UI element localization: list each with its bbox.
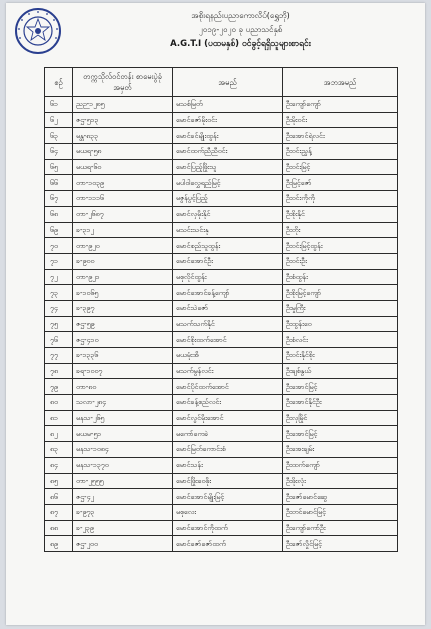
cell-roll-number: ဇဌ-၅၉: [73, 316, 173, 332]
table-row: [45, 238, 398, 254]
cell-serial: ၈၉: [45, 536, 73, 552]
cell-serial: ၈၆: [45, 489, 73, 505]
cell-roll-number: မနသ-၁၃၇၀: [73, 457, 173, 473]
cell-serial: ၈၁: [45, 410, 73, 426]
cell-roll-number: တာ-၉၂၀: [73, 238, 173, 254]
cell-name: မောင်အောင်ကိုထက်: [173, 520, 283, 536]
table-row: [45, 128, 398, 144]
cell-serial: ၇၈: [45, 363, 73, 379]
cell-father-name: ဦးစံလင်း: [283, 332, 398, 348]
header-serial: စဉ်: [45, 68, 73, 97]
table-row: [45, 253, 398, 269]
cell-serial: ၇၂: [45, 269, 73, 285]
cell-father-name: ဦးတင်မောင်မြင့်: [283, 504, 398, 520]
college-title: အစိုးရနည်းပညာကောလိပ်(ရွှေဘို): [191, 11, 290, 20]
cell-father-name: ဦးချစ်နွယ်: [283, 363, 398, 379]
cell-father-name: ဦးကျော်ကျော်: [283, 97, 398, 113]
cell-name: မောင်ဖြိုးဝေဖိုး: [173, 473, 283, 489]
cell-name: မောင်လှမိုးနိုင်: [173, 206, 283, 222]
table-row: [45, 536, 398, 552]
table-row: [45, 206, 398, 222]
cell-father-name: ဦးစိုးမြင့်ကျော်: [283, 285, 398, 301]
table-row: [45, 410, 398, 426]
cell-serial: ၇၁: [45, 253, 73, 269]
table-row: [45, 520, 398, 536]
cell-serial: ၆၉: [45, 222, 73, 238]
table-row: [45, 222, 398, 238]
table-row: [45, 473, 398, 489]
cell-name: မောင်ပိုင်ထက်အောင်: [173, 379, 283, 395]
table-row: [45, 363, 398, 379]
cell-name: မပါဝါလွှေရည်မြင့်: [173, 175, 283, 191]
table-row: [45, 395, 398, 411]
cell-name: မောင်စည်သူထွန်း: [173, 238, 283, 254]
cell-father-name: ဦးထွန်းဝေ: [283, 316, 398, 332]
cell-father-name: ဦးမှုကြီး: [283, 300, 398, 316]
cell-roll-number: မနသ-၁၀၈၄: [73, 442, 173, 458]
cell-roll-number: မယမ-၅၁: [73, 426, 173, 442]
admission-list-table: [44, 67, 398, 552]
document-header: [66, 9, 415, 51]
cell-father-name: ဦးမိုးဝင်း: [283, 112, 398, 128]
cell-serial: ၈၂: [45, 426, 73, 442]
cell-roll-number: ခ-၁၃၃၆: [73, 348, 173, 364]
cell-name: မစုလိုင်ထွန်း: [173, 269, 283, 285]
cell-serial: ၇၇: [45, 348, 73, 364]
cell-roll-number: မယရ-၆၀: [73, 159, 173, 175]
cell-serial: ၆၁: [45, 97, 73, 113]
cell-name: မောင်ခန့်စည်လင်း: [173, 395, 283, 411]
cell-father-name: ဦးဝင်းဦး: [283, 253, 398, 269]
cell-name: မောင်လွင်မိုးအောင်: [173, 410, 283, 426]
cell-name: မောင်ပြည့်ဖြိုးသူ: [173, 159, 283, 175]
cell-roll-number: ဇဌ-၂၀၀: [73, 536, 173, 552]
cell-serial: ၇၄: [45, 300, 73, 316]
table-row: [45, 332, 398, 348]
cell-father-name: ဦးဖိုးလုံး: [283, 473, 398, 489]
cell-serial: ၆၈: [45, 206, 73, 222]
table-row: [45, 316, 398, 332]
cell-father-name: ဦးဝင်းမြင့်: [283, 159, 398, 175]
cell-father-name: ဦးဝင်းကိုကို: [283, 191, 398, 207]
cell-roll-number: တာ-၂၅၅၅: [73, 473, 173, 489]
cell-roll-number: မနသ-၂၆၅: [73, 410, 173, 426]
cell-roll-number: တာ-၉၂၁: [73, 269, 173, 285]
cell-name: မောင်သဲဇော်: [173, 300, 283, 316]
cell-father-name: ဦးကျော်ကော်ဦး: [283, 520, 398, 536]
cell-name: မစုလေး: [173, 504, 283, 520]
table-row: [45, 442, 398, 458]
cell-roll-number: တာ-၈၀: [73, 379, 173, 395]
cell-serial: ၆၃: [45, 128, 73, 144]
header-roll-number: တက္ကသိုလ်ဝင်တန်း စာမေးပွဲခုံအမှတ်: [73, 68, 173, 97]
cell-roll-number: မန္တ-၈၃၃: [73, 128, 173, 144]
cell-father-name: ဦးထက်ကျော်: [283, 457, 398, 473]
cell-name: မကော်ကေခဲ: [173, 426, 283, 442]
cell-name: မောင်ခင်မျိုးထွန်း: [173, 128, 283, 144]
cell-name: မောင်စိုးထက်အောင်: [173, 332, 283, 348]
cell-serial: ၆၂: [45, 112, 73, 128]
cell-father-name: ဦးလှမြိုင်: [283, 410, 398, 426]
cell-serial: ၆၅: [45, 159, 73, 175]
table-row: [45, 175, 398, 191]
header-father-name: အဘအမည်: [283, 68, 398, 97]
table-row: [45, 144, 398, 160]
cell-father-name: ဦးမြင့်ဇော်: [283, 175, 398, 191]
cell-serial: ၈၄: [45, 457, 73, 473]
cell-name: မသက်မွန်လင်း: [173, 363, 283, 379]
cell-name: မသင်းသင်းနု: [173, 222, 283, 238]
cell-father-name: ဦးအောင်ရဲလင်း: [283, 128, 398, 144]
cell-name: မဇွန်ပွင့်ပြည့်: [173, 191, 283, 207]
cell-serial: ၈၈: [45, 520, 73, 536]
cell-roll-number: ဇဌ-၅၁၃: [73, 112, 173, 128]
table-row: [45, 300, 398, 316]
table-row: [45, 379, 398, 395]
table-row: [45, 348, 398, 364]
cell-father-name: ဦးဝင်းညွှန့်: [283, 144, 398, 160]
table-row: [45, 112, 398, 128]
table-row: [45, 285, 398, 301]
cell-roll-number: ခ-၃၉၇: [73, 300, 173, 316]
cell-serial: ၈၃: [45, 442, 73, 458]
cell-father-name: ဦးဝင်းမြင့်ထွန်း: [283, 238, 398, 254]
cell-roll-number: ခ-၃၁၂: [73, 222, 173, 238]
cell-serial: ၈၇: [45, 504, 73, 520]
cell-serial: ၈၅: [45, 473, 73, 489]
cell-roll-number: မယရ-၅၈: [73, 144, 173, 160]
cell-roll-number: ဇဌ-၄၁၀: [73, 332, 173, 348]
cell-name: မသစ်မြတ်: [173, 97, 283, 113]
cell-father-name: ဦးစံထွန်း: [283, 269, 398, 285]
cell-father-name: ဦးအောင်မြင့်: [283, 379, 398, 395]
cell-serial: ၇၀: [45, 238, 73, 254]
cell-roll-number: ညဉ-၁၂၈၅: [73, 97, 173, 113]
cell-name: မောင်အောင်မျိုးမြင့်: [173, 489, 283, 505]
table-row: [45, 489, 398, 505]
table-header-row: [45, 68, 398, 97]
cell-name: မောင်အောင်ဦး: [173, 253, 283, 269]
cell-serial: ၇၃: [45, 285, 73, 301]
table-row: [45, 159, 398, 175]
cell-roll-number: တာ-၁၀၃၉: [73, 175, 173, 191]
cell-serial: ၈၀: [45, 395, 73, 411]
cell-name: မသက်သက်နိုင်: [173, 316, 283, 332]
cell-father-name: ဦးစိုးနိုင်: [283, 206, 398, 222]
cell-name: မောင်သန်း: [173, 457, 283, 473]
list-title: A.G.T.I (ပထမနှစ်) ဝင်ခွင့်ရရှိသူများစာရင်း: [170, 39, 311, 49]
table-row: [45, 97, 398, 113]
cell-serial: ၇၉: [45, 379, 73, 395]
table-row: [45, 269, 398, 285]
cell-serial: ၆၆: [45, 175, 73, 191]
cell-father-name: ဦးတိုး: [283, 222, 398, 238]
cell-father-name: ဦးဇော်လှိုင်မြင့်: [283, 536, 398, 552]
table-row: [45, 504, 398, 520]
academic-year: ၂၀၁၉-၂၀၂၀ ခု ပညာသင်နှစ်: [198, 25, 283, 34]
cell-name: မောင်ထက်ညီညီဝင်း: [173, 144, 283, 160]
table-row: [45, 191, 398, 207]
cell-father-name: ဦးအောင်နိုင်ဦး: [283, 395, 398, 411]
cell-roll-number: ခ-၉၇၃: [73, 504, 173, 520]
cell-roll-number: တာ-၂၆၈၇: [73, 206, 173, 222]
table-row: [45, 426, 398, 442]
cell-name: မောင်အောင်ခန့်ကျော်: [173, 285, 283, 301]
cell-serial: ၇၅: [45, 316, 73, 332]
cell-roll-number: သလာ-၂၈၄: [73, 395, 173, 411]
cell-name: မောင်မြတ်ကောင်းစံ: [173, 442, 283, 458]
cell-roll-number: တာ-၁၁၁၆: [73, 191, 173, 207]
cell-serial: ၇၆: [45, 332, 73, 348]
cell-father-name: ဦးအောင်မြင့်: [283, 426, 398, 442]
college-seal-logo: [14, 7, 62, 55]
cell-roll-number: ခ-၉၀၀: [73, 253, 173, 269]
document-page: [6, 3, 425, 625]
cell-serial: ၆၄: [45, 144, 73, 160]
cell-roll-number: ခ-၁၀၆၅: [73, 285, 173, 301]
cell-roll-number: ဇဌ-၄၂: [73, 489, 173, 505]
cell-name: မောင်ဇော်ဇော်ထက်: [173, 536, 283, 552]
header-name: အမည်: [173, 68, 283, 97]
cell-serial: ၆၇: [45, 191, 73, 207]
cell-father-name: ဦးဝင်းနိုင်စိုး: [283, 348, 398, 364]
cell-name: မယမုံးအိ: [173, 348, 283, 364]
cell-name: မောင်ဇော်မိုးဝင်း: [173, 112, 283, 128]
cell-roll-number: ခ-၂၃၉: [73, 520, 173, 536]
cell-roll-number: ခရ-၁၀၀၇: [73, 363, 173, 379]
table-row: [45, 457, 398, 473]
cell-father-name: ဦးဇော်မောင်ဆွေ: [283, 489, 398, 505]
cell-father-name: ဦးအေးချမ်း: [283, 442, 398, 458]
